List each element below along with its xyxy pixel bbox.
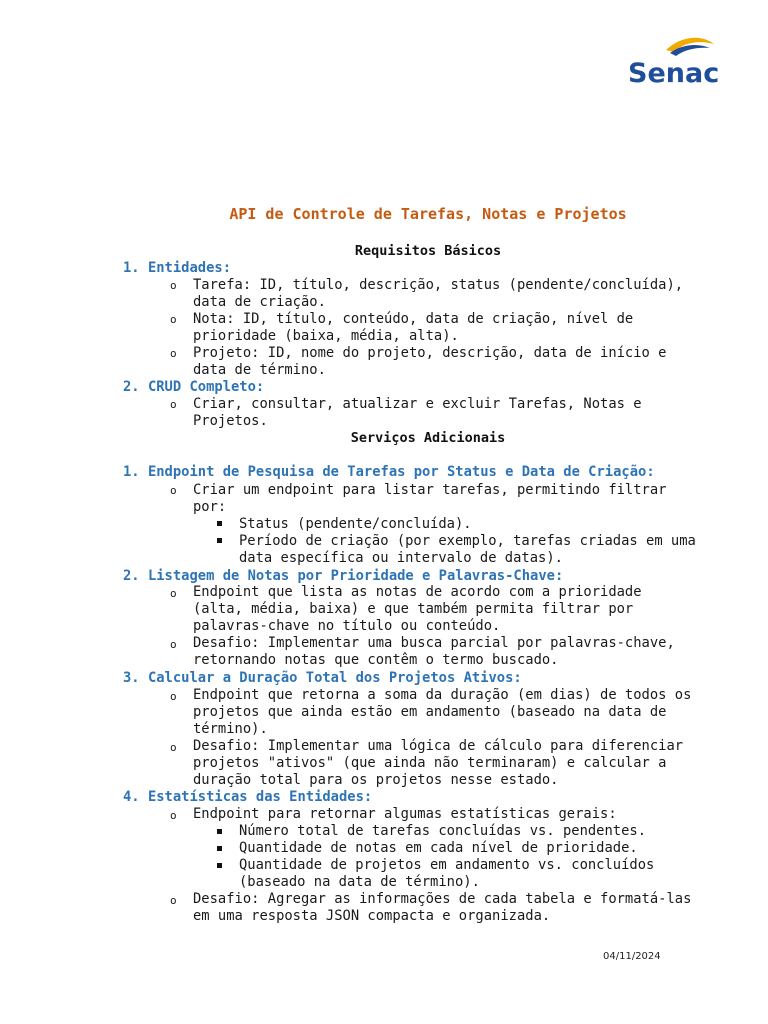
list-item: Endpoint que lista as notas de acordo com a prioridade: [193, 584, 642, 600]
logo-text: Senac: [628, 58, 720, 86]
sub-item: Número total de tarefas concluídas vs. pendentes.: [239, 823, 647, 839]
list-item-cont: palavras-chave no título ou conteúdo.: [193, 618, 501, 634]
service-4-heading: 4. Estatísticas das Entidades:: [123, 789, 373, 805]
square-bullet: [217, 829, 222, 834]
square-bullet: [217, 863, 222, 868]
list-item-cont: em uma resposta JSON compacta e organizada.: [193, 908, 551, 924]
list-item: Desafio: Agregar as informações de cada tabela e formatá-las: [193, 891, 692, 907]
sub-item: Quantidade de notas em cada nível de prioridade.: [239, 840, 638, 856]
sub-item: Quantidade de projetos em andamento vs. concluídos: [239, 857, 655, 873]
list-item: Criar um endpoint para listar tarefas, permitindo filtrar: [193, 482, 667, 498]
list-item: Desafio: Implementar uma lógica de cálculo para diferenciar: [193, 738, 684, 754]
list-item: Criar, consultar, atualizar e excluir Tarefas, Notas e: [193, 396, 642, 412]
item-1-heading: 1. Entidades:: [123, 260, 232, 276]
list-item-cont: prioridade (baixa, média, alta).: [193, 328, 459, 344]
circle-bullet: o: [170, 741, 177, 754]
circle-bullet: o: [170, 484, 177, 497]
page-title: API de Controle de Tarefas, Notas e Projetos: [229, 205, 627, 223]
list-item: Endpoint que retorna a soma da duração (em dias) de todos os: [193, 687, 692, 703]
list-item-cont: (alta, média, baixa) e que também permita filtrar por: [193, 601, 634, 617]
list-item-cont: projetos que ainda estão em andamento (baseado na data de: [193, 704, 667, 720]
footer-date: 04/11/2024: [603, 951, 661, 962]
list-item-cont: término).: [193, 721, 268, 737]
item-2-heading: 2. CRUD Completo:: [123, 379, 265, 395]
circle-bullet: o: [170, 638, 177, 651]
circle-bullet: o: [170, 398, 177, 411]
list-item-cont: retornando notas que contêm o termo buscado.: [193, 652, 559, 668]
circle-bullet: o: [170, 809, 177, 822]
circle-bullet: o: [170, 690, 177, 703]
circle-bullet: o: [170, 347, 177, 360]
senac-logo: [626, 34, 720, 86]
circle-bullet: o: [170, 313, 177, 326]
circle-bullet: o: [170, 587, 177, 600]
sub-item-cont: data específica ou intervalo de datas).: [239, 550, 563, 566]
service-1-heading: 1. Endpoint de Pesquisa de Tarefas por Status e Data de Criação:: [123, 464, 655, 480]
list-item-cont: Projetos.: [193, 413, 268, 429]
list-item-cont: duração total para os projetos nesse estado.: [193, 772, 559, 788]
sub-item: Período de criação (por exemplo, tarefas criadas em uma: [239, 533, 696, 549]
list-item: Endpoint para retornar algumas estatísticas gerais:: [193, 806, 617, 822]
list-item: Desafio: Implementar uma busca parcial por palavras-chave,: [193, 635, 675, 651]
square-bullet: [217, 538, 222, 543]
list-item: Nota: ID, título, conteúdo, data de criação, nível de: [193, 311, 634, 327]
section-heading-servicos: Serviços Adicionais: [350, 430, 506, 446]
list-item-cont: data de criação.: [193, 294, 326, 310]
section-heading-requisitos: Requisitos Básicos: [354, 243, 502, 259]
circle-bullet: o: [170, 279, 177, 292]
service-2-heading: 2. Listagem de Notas por Prioridade e Palavras-Chave:: [123, 568, 564, 584]
square-bullet: [217, 521, 222, 526]
list-item: Tarefa: ID, título, descrição, status (pendente/concluída),: [193, 277, 684, 293]
circle-bullet: o: [170, 894, 177, 907]
service-3-heading: 3. Calcular a Duração Total dos Projetos Ativos:: [123, 670, 522, 686]
list-item-cont: projetos "ativos" (que ainda não terminaram) e calcular a: [193, 755, 667, 771]
list-item-cont: data de término.: [193, 362, 326, 378]
list-item: Projeto: ID, nome do projeto, descrição, data de início e: [193, 345, 667, 361]
list-item-cont: por:: [193, 499, 227, 515]
sub-item: Status (pendente/concluída).: [239, 516, 472, 532]
sub-item-cont: (baseado na data de término).: [239, 874, 480, 890]
square-bullet: [217, 846, 222, 851]
